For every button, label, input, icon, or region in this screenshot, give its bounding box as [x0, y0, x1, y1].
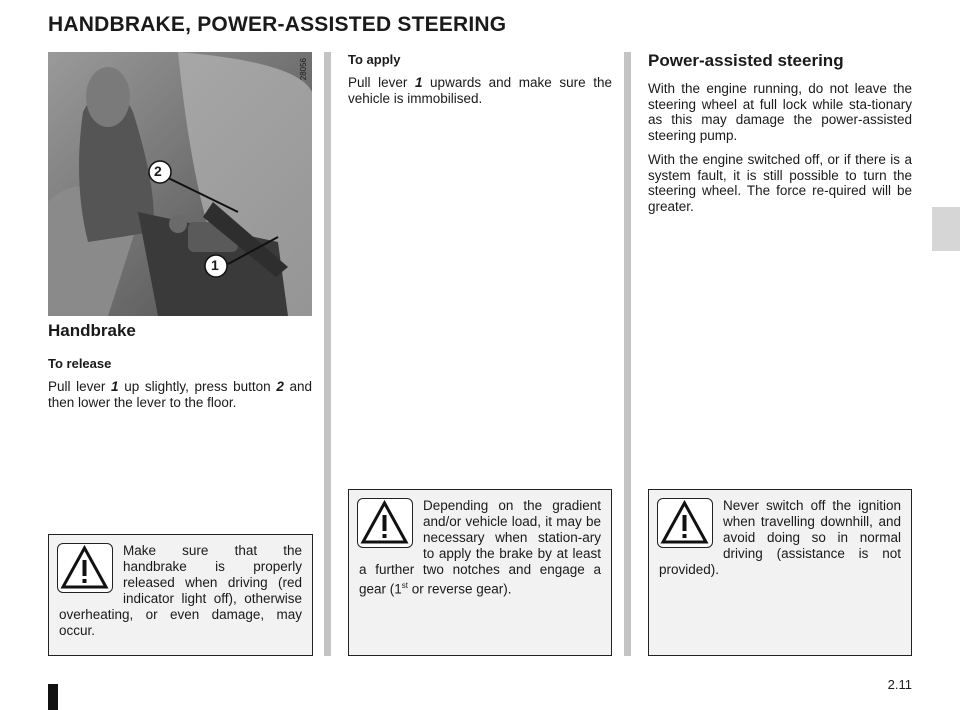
handbrake-photo: [48, 52, 312, 316]
callout-2: 2: [154, 163, 162, 179]
figure-code: 28056: [299, 58, 308, 81]
steering-heading: Power-assisted steering: [648, 51, 844, 70]
page-number: 2.11: [887, 677, 912, 692]
column-divider-left: [324, 52, 331, 656]
warning-text-gradient: Depending on the gradient and/or vehicle load, it may be necessary when station-ary to apply the brake by at least a further two notches and engage a gear (1st or reverse gear).: [359, 498, 601, 597]
steering-para-1: With the engine running, do not leave the steering wheel at full lock while sta-tionary as this may damage the power-assisted steering pump.: [648, 81, 912, 143]
callout-1: 1: [211, 257, 219, 273]
steering-para-2: With the engine switched off, or if there is a system fault, it is still possible to turn the steering wheel. The force re-quired will be greater.: [648, 152, 912, 214]
apply-text: Pull lever 1 upwards and make sure the vehicle is immobilised.: [348, 75, 612, 106]
warning-box-handbrake: [48, 534, 313, 656]
warning-box-gradient: [348, 489, 612, 656]
release-heading: To release: [48, 356, 112, 371]
release-text: Pull lever 1 up slightly, press button 2 and then lower the lever to the floor.: [48, 379, 312, 410]
warning-text-handbrake: Make sure that the handbrake is properly released when driving (red indicator light off), otherwise overheating, or even damage, may occur.: [59, 543, 302, 638]
warning-box-ignition: [648, 489, 912, 656]
chapter-tab: [932, 207, 960, 251]
apply-heading: To apply: [348, 52, 401, 67]
warning-text-ignition: Never switch off the ignition when travelling downhill, and avoid doing so in normal driving (assistance is not provided).: [659, 498, 901, 577]
corner-marker: [48, 684, 58, 710]
handbrake-heading: Handbrake: [48, 321, 136, 340]
page-title: HANDBRAKE, POWER-ASSISTED STEERING: [48, 13, 507, 36]
column-divider-right: [624, 52, 631, 656]
